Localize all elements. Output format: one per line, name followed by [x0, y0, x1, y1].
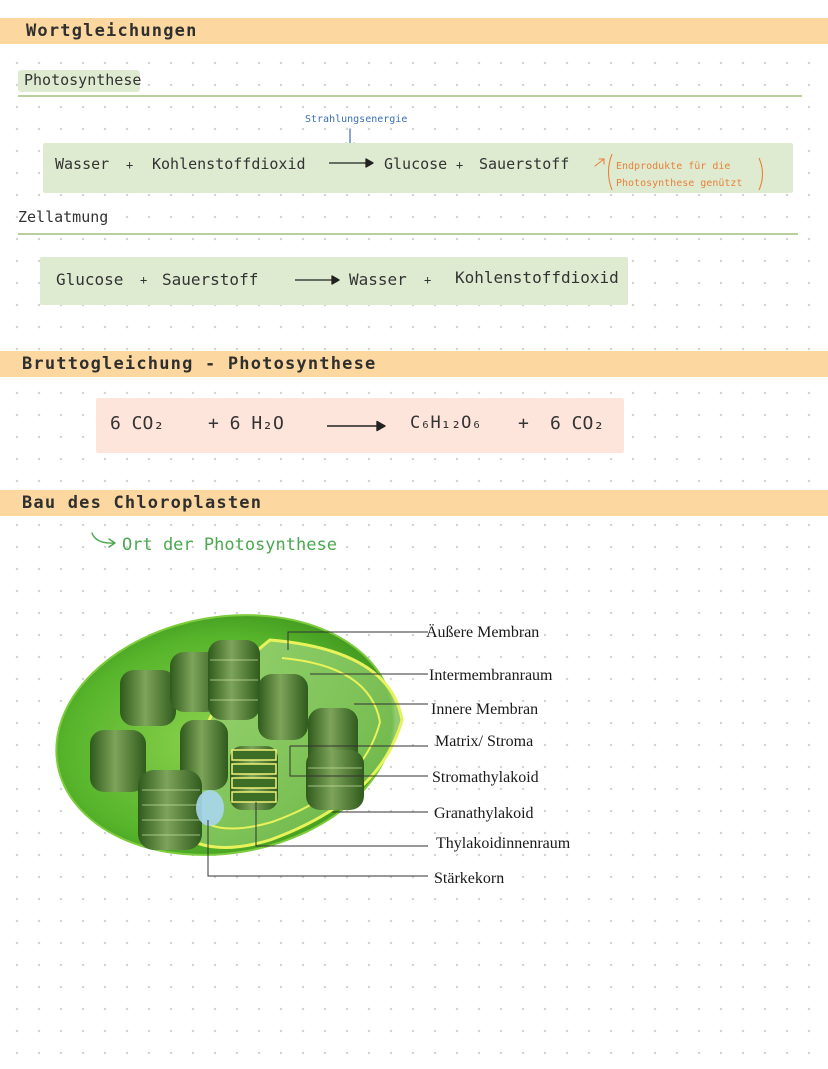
section-title-bruttogleichung: Bruttogleichung - Photosynthese: [22, 354, 377, 374]
photosynthese-rule: [18, 95, 802, 97]
label-staerkekorn: Stärkekorn: [434, 870, 505, 887]
za-sauerstoff: Sauerstoff: [162, 270, 259, 289]
label-innere-membran: Innere Membran: [431, 701, 539, 718]
label-matrix-stroma: Matrix/ Stroma: [435, 733, 534, 750]
zellatmung-rule: [18, 233, 798, 235]
brutto-product-2: 6 CO₂: [550, 413, 605, 434]
ps-glucose: Glucose: [384, 155, 448, 173]
za-plus-2: +: [424, 273, 432, 287]
note-line-2: Photosynthese genützt: [616, 178, 743, 189]
energy-label: Strahlungsenergie: [305, 114, 408, 125]
ps-plus-1: +: [126, 158, 134, 172]
za-arrow-icon: [294, 274, 342, 286]
brutto-plus: +: [518, 413, 529, 434]
label-thylakoidinnenraum: Thylakoidinnenraum: [436, 835, 571, 852]
brutto-h2o: + 6 H₂O: [208, 413, 284, 434]
label-intermembranraum: Intermembranraum: [429, 667, 553, 684]
note-line-1: Endprodukte für die: [616, 161, 731, 172]
ps-sauerstoff: Sauerstoff: [479, 155, 570, 173]
label-aeussere-membran: Äußere Membran: [426, 624, 540, 641]
brutto-arrow-icon: [326, 420, 388, 432]
ort-arrow-icon: [90, 530, 120, 550]
photosynthese-heading: Photosynthese: [24, 71, 142, 89]
section-title-wortgleichungen: Wortgleichungen: [26, 21, 198, 41]
za-kohlenstoffdioxid: Kohlenstoffdioxid: [455, 268, 619, 287]
brutto-co2: 6 CO₂: [110, 413, 165, 434]
note-bracket-left-icon: [604, 152, 614, 192]
ps-kohlenstoffdioxid: Kohlenstoffdioxid: [152, 155, 306, 173]
label-stromathylakoid: Stromathylakoid: [432, 769, 539, 786]
za-plus-1: +: [140, 273, 148, 287]
note-bracket-right-icon: [757, 156, 767, 192]
brutto-glucose: C₆H₁₂O₆: [410, 413, 482, 433]
ps-arrow-icon: [328, 157, 376, 169]
za-wasser: Wasser: [349, 270, 407, 289]
zellatmung-heading: Zellatmung: [18, 208, 109, 226]
ps-plus-2: +: [456, 158, 464, 172]
ps-wasser: Wasser: [55, 155, 110, 173]
ort-der-photosynthese: Ort der Photosynthese: [122, 535, 337, 555]
chloroplast-illustration: [50, 600, 430, 880]
za-glucose: Glucose: [56, 270, 124, 289]
label-granathylakoid: Granathylakoid: [434, 805, 534, 822]
section-title-bau: Bau des Chloroplasten: [22, 493, 263, 513]
